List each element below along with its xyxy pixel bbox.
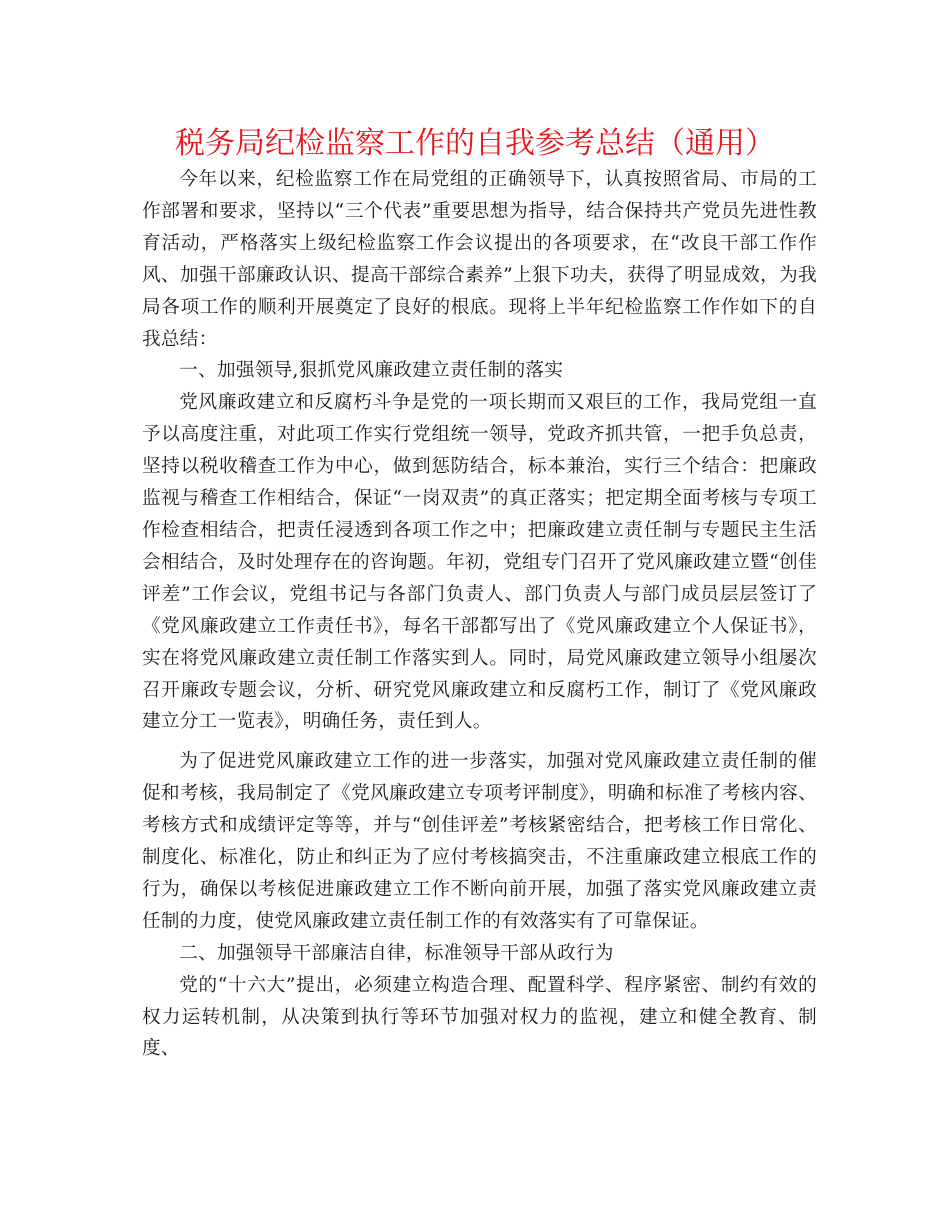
section-heading-2: 二、加强领导干部廉洁自律，标准领导干部从政行为 [179, 942, 614, 964]
document-body [142, 164, 817, 1065]
paragraph-spacer [142, 738, 817, 746]
section-2-paragraph-1: 党的“十六大”提出，必须建立构造合理、配置科学、程序紧密、制约有效的权力运转机制，从决策到执行等环节加强对权力的监视，建立和健全教育、制度、 [142, 974, 817, 1060]
section-heading-1: 一、加强领导,狠抓党风廉政建立责任制的落实 [179, 360, 564, 382]
section-1-paragraph-1: 党风廉政建立和反腐朽斗争是党的一项长期而又艰巨的工作，我局党组一直予以高度注重，对此项工作实行党组统一领导，党政齐抓共管，一把手负总责，坚持以税收稽查工作为中心，做到惩防结合，标本兼治，实行三个结合：把廉政监视与稽查工作相结合，保证“一岗双责”的真正落实；把定期全面考核与专项工作检查相结合，把责任浸透到各项工作之中；把廉政建立责任制与专题民主生活会相结合，及时处理存在的咨询题。年初，党组专门召开了党风廉政建立暨“创佳评差”工作会议，党组书记与各部门负责人、部门负责人与部门成员层层签订了《党风廉政建立工作责任书》，每名干部都写出了《党风廉政建立个人保证书》，实在将党风廉政建立责任制工作落实到人。同时，局党风廉政建立领导小组屡次召开廉政专题会议，分析、研究党风廉政建立和反腐朽工作，制订了《党风廉政建立分工一览表》，明确任务，责任到人。 [142, 392, 817, 733]
section-1-paragraph-2: 为了促进党风廉政建立工作的进一步落实，加强对党风廉政建立责任制的催促和考核，我局制定了《党风廉政建立专项考评制度》，明确和标准了考核内容、考核方式和成绩评定等等，并与“创佳评差”考核紧密结合，把考核工作日常化、制度化、标准化，防止和纠正为了应付考核搞突击，不注重廉政建立根底工作的行为，确保以考核促进廉政建立工作不断向前开展，加强了落实党风廉政建立责任制的力度，使党风廉政建立责任制工作的有效落实有了可靠保证。 [142, 751, 817, 932]
document-title: 税务局纪检监察工作的自我参考总结（通用） [175, 126, 775, 161]
intro-paragraph: 今年以来，纪检监察工作在局党组的正确领导下，认真按照省局、市局的工作部署和要求，坚持以“三个代表”重要思想为指导，结合保持共产党员先进性教育活动，严格落实上级纪检监察工作会议提出的各项要求，在“改良干部工作作风、加强干部廉政认识、提高干部综合素养”上狠下功夫，获得了明显成效，为我局各项工作的顺利开展奠定了良好的根底。现将上半年纪检监察工作作如下的自我总结： [142, 169, 817, 350]
